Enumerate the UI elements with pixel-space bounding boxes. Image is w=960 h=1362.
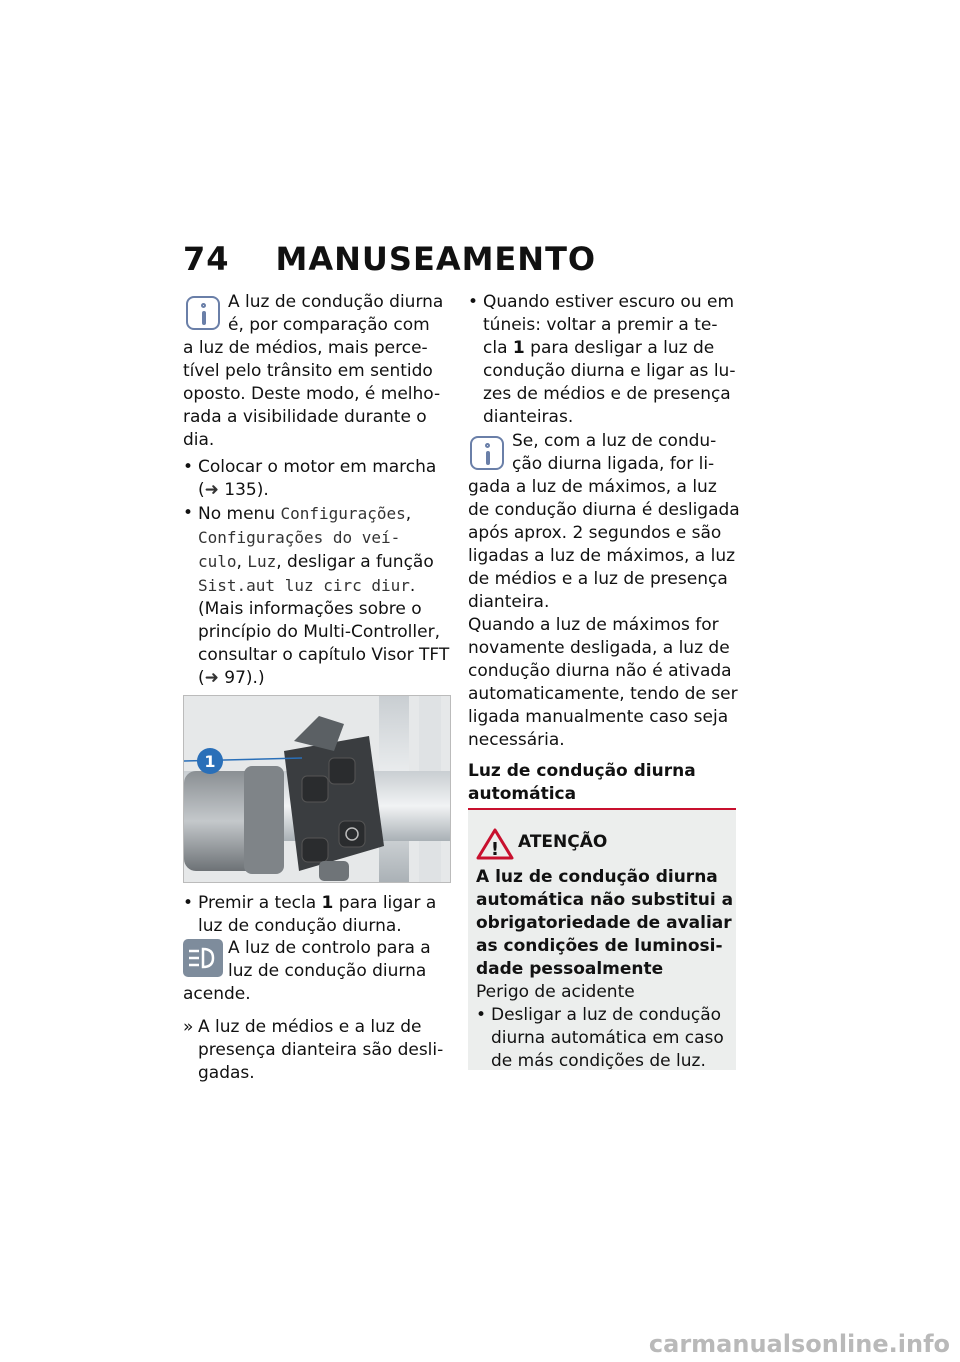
warning-body: [476, 981, 734, 1073]
text-line: a luz de médios, mais perce-: [183, 338, 428, 358]
heading-line: Luz de condução diurna: [468, 761, 696, 781]
text-line: diurna automática em caso: [491, 1028, 724, 1048]
result-arrow-icon: »: [183, 1017, 194, 1037]
text-line: necessária.: [468, 730, 565, 750]
warning-triangle-icon: [476, 828, 514, 860]
step-ref-line: (➜ 135).: [198, 480, 269, 500]
text: , desligar a função: [276, 552, 434, 572]
text-line: (Mais informações sobre o: [198, 599, 422, 619]
callout-1-label: 1: [204, 752, 216, 771]
section-title: [468, 760, 743, 806]
text-line: oposto. Deste modo, é melho-: [183, 384, 441, 404]
lamp-note-lead: [228, 937, 458, 983]
page-header: [183, 240, 596, 278]
menu-item-vehicle-settings: Configurações do veí-: [198, 528, 401, 547]
text-line: ção diurna ligada, for li-: [512, 454, 715, 474]
text: Premir a tecla: [198, 893, 322, 913]
lamp-note-rest: [183, 983, 458, 1006]
info-note-1-lead: [228, 291, 458, 337]
text: A luz de médios e a luz de: [198, 1017, 422, 1037]
result-line: [183, 1016, 458, 1039]
text-line: condução diurna não é ativada: [468, 661, 732, 681]
text-line: dianteira.: [468, 592, 550, 612]
text-line: de médios e a luz de presença: [468, 569, 728, 589]
heading-line: automática: [468, 784, 577, 804]
text-line: ligadas a luz de máximos, a luz: [468, 546, 736, 566]
text-line: de más condições de luz.: [491, 1051, 706, 1071]
menu-item-vehicle-settings-cont: culo: [198, 552, 237, 571]
text-line: dade pessoalmente: [476, 959, 664, 979]
text-line: zes de médios e de presença: [483, 384, 731, 404]
text-line: de condução diurna é desligada: [468, 500, 740, 520]
text-line: A luz de controlo para a: [228, 938, 431, 958]
page-ref: 97).): [224, 668, 265, 688]
text-line: rada a visibilidade durante o: [183, 407, 427, 427]
handlebar-illustration: [184, 696, 451, 883]
watermark: carmanualsonline.info: [648, 1330, 950, 1358]
step-start-engine: [183, 456, 463, 479]
arrow-right-icon: ➜: [204, 668, 219, 688]
info-note-2-body: [468, 476, 743, 614]
text-line: condução diurna e ligar as lu-: [483, 361, 736, 381]
info-note-2-lead: [512, 430, 742, 476]
page-number: 74: [183, 240, 230, 278]
text: para ligar a: [333, 893, 437, 913]
key-label: 1: [321, 893, 334, 913]
text-line: ligada manualmente caso seja: [468, 707, 729, 727]
info-icon: [470, 436, 504, 470]
info-icon: [186, 296, 220, 330]
text-line: as condições de luminosi-: [476, 936, 723, 956]
text-line: [468, 337, 748, 360]
text-line: A luz de condução diurna: [476, 867, 718, 887]
menu-item-settings: Configurações: [280, 504, 406, 523]
text-line: luz de condução diurna.: [198, 916, 402, 936]
svg-text:!: !: [490, 839, 500, 860]
text-line: princípio do Multi-Controller,: [198, 622, 440, 642]
text-line: após aprox. 2 segundos e são: [468, 523, 722, 543]
text: cla: [483, 338, 513, 358]
text-line: [183, 526, 463, 550]
text-line: A luz de condução diurna: [228, 292, 444, 312]
text-line: Quando a luz de máximos for: [468, 615, 719, 635]
paragraph-high-beam: [468, 614, 743, 752]
menu-item-auto-drl: Sist.aut luz circ diur: [198, 576, 410, 595]
hazard-text: Perigo de acidente: [476, 982, 635, 1002]
text-line: gada a luz de máximos, a luz: [468, 477, 717, 497]
text: para desligar a luz de: [524, 338, 715, 358]
step-line: [183, 892, 458, 915]
text-line: presença dianteira são desli-: [198, 1040, 444, 1060]
arrow-right-icon: ➜: [204, 480, 219, 500]
result: [183, 1016, 458, 1085]
warning-box: [468, 808, 736, 1070]
menu-item-light: Luz: [247, 552, 277, 571]
text-line: dia.: [183, 430, 215, 450]
text-line: consultar o capítulo Visor TFT: [198, 645, 450, 665]
text-line: automática não substitui a: [476, 890, 734, 910]
text-line: é, por comparação com: [228, 315, 430, 335]
drl-indicator-icon: [183, 939, 223, 977]
text-line: • Quando estiver escuro ou em: [468, 291, 748, 314]
warning-headline: [476, 866, 734, 981]
text: Colocar o motor em marcha: [198, 457, 437, 477]
text-line: túneis: voltar a premir a te-: [483, 315, 718, 335]
text-line: Se, com a luz de condu-: [512, 431, 717, 451]
info-note-1-body: [183, 337, 458, 452]
text: No menu: [198, 504, 281, 524]
text-line: Sist.aut luz circ diur.: [198, 576, 416, 596]
warning-label: ATENÇÃO: [518, 832, 608, 852]
text-line: • Desligar a luz de condução: [476, 1004, 734, 1027]
step-menu: • No menu Configurações,: [183, 502, 463, 526]
text-line: gadas.: [198, 1063, 255, 1083]
page-ref: 135).: [224, 480, 269, 500]
text-line: acende.: [183, 984, 251, 1004]
text-line: culo, Luz, desligar a função: [198, 552, 434, 572]
text-line: dianteiras.: [483, 407, 574, 427]
page-title: MANUSEAMENTO: [275, 240, 597, 278]
step-press-key: [183, 892, 458, 938]
lamp-glyph: [183, 939, 223, 977]
text-line: luz de condução diurna: [228, 961, 427, 981]
key-label: 1: [512, 338, 525, 358]
step-ref-line: (➜ 97).): [198, 668, 265, 688]
text-line: novamente desligada, a luz de: [468, 638, 730, 658]
text-line: tível pelo trânsito em sentido: [183, 361, 433, 381]
handlebar-switch-photo: [183, 695, 451, 883]
text-line: obrigatoriedade de avaliar: [476, 913, 732, 933]
step-tunnels: [468, 291, 748, 429]
text-line: automaticamente, tendo de ser: [468, 684, 738, 704]
step-list-1: [183, 456, 463, 690]
